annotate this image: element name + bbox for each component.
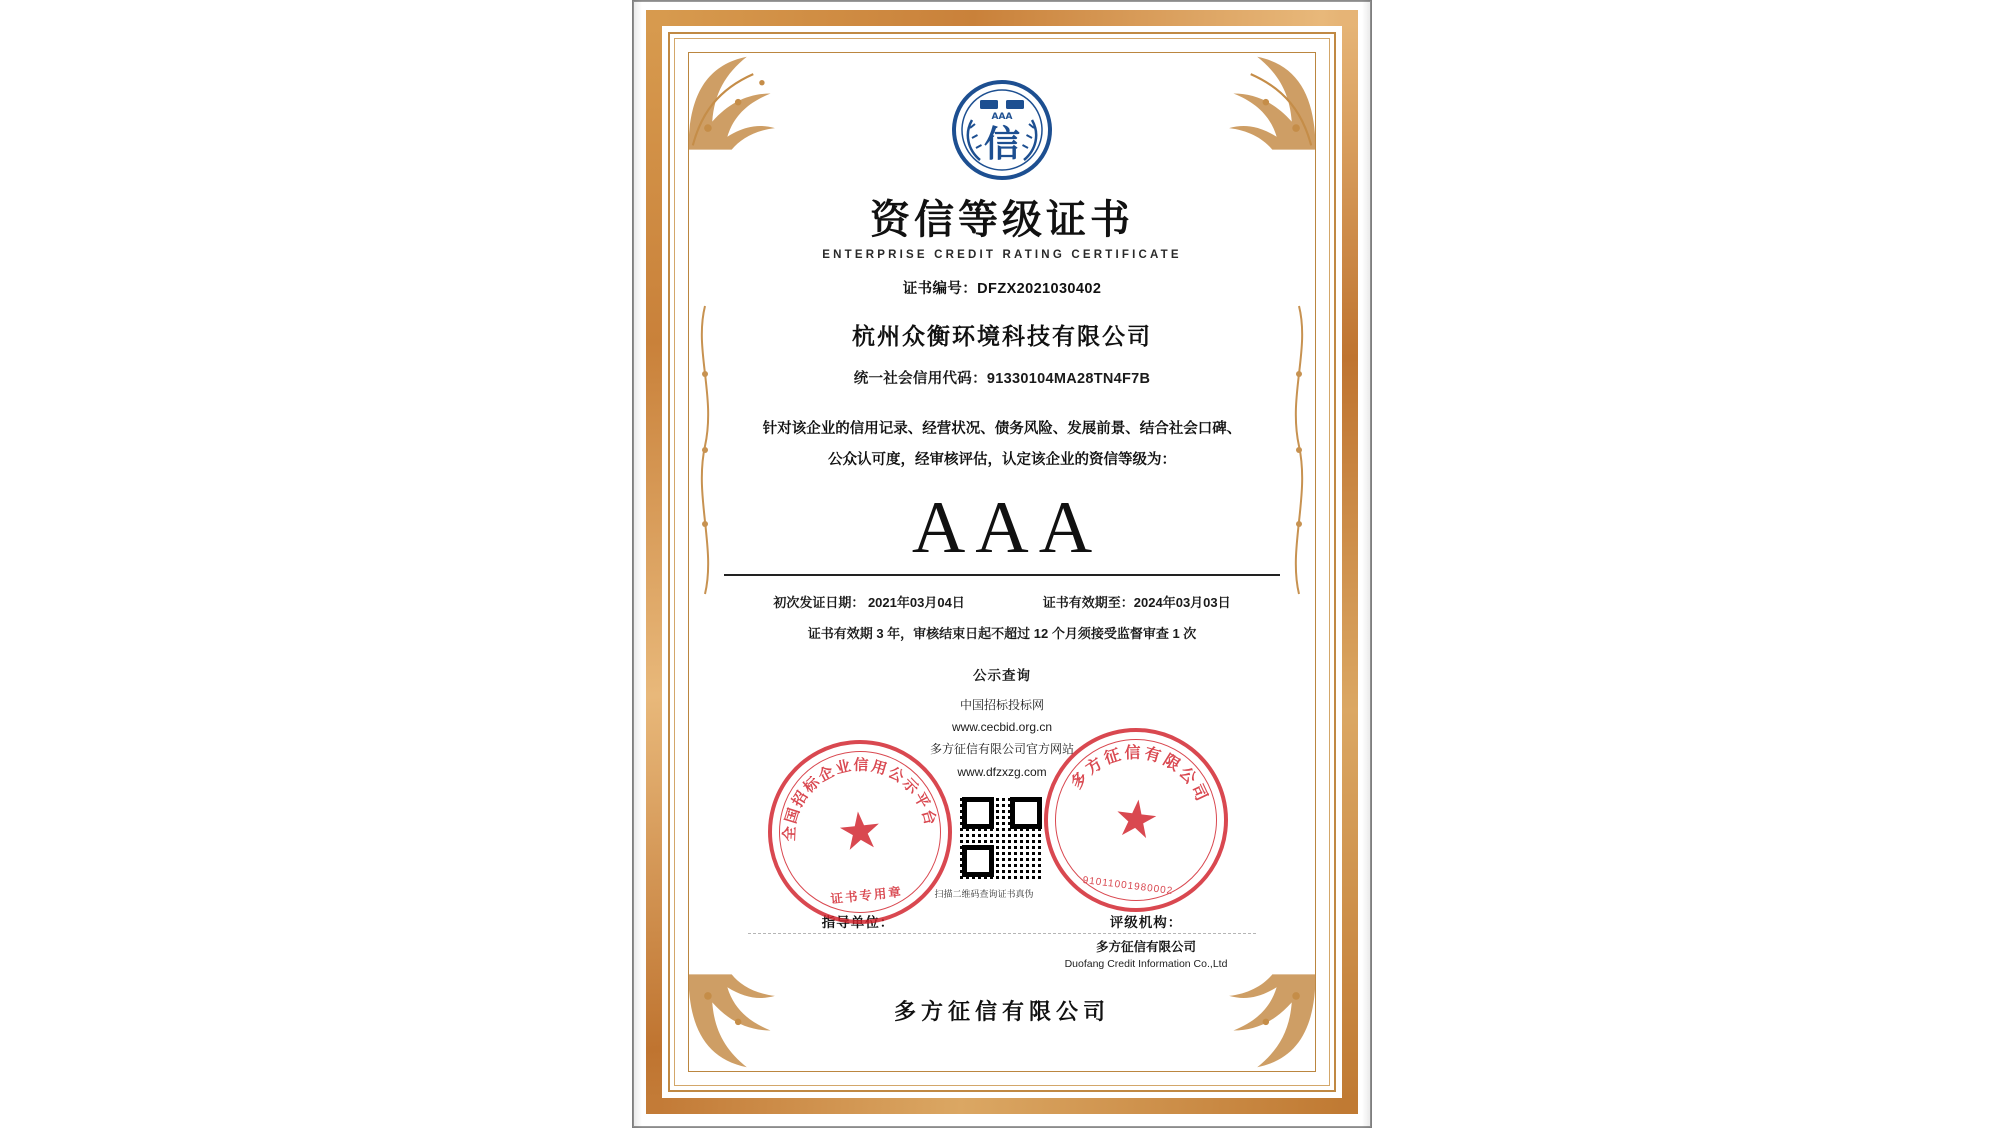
qr-code-area: [934, 793, 1046, 900]
svg-text:AAA: AAA: [991, 112, 1013, 122]
svg-text:信: 信: [983, 124, 1021, 165]
grade-divider: [724, 574, 1280, 576]
rating-grade: AAA: [911, 487, 1103, 570]
qr-note: 扫描二维码查询证书真伪: [934, 888, 1034, 899]
certificate-title-en: ENTERPRISE CREDIT RATING CERTIFICATE: [822, 249, 1182, 261]
expiry-date: 证书有效期至：2024年03月03日: [1042, 595, 1231, 611]
issuing-organization: 多方征信有限公司: [893, 1000, 1110, 1025]
guidance-unit-block: [748, 911, 968, 970]
side-ornament-icon: [690, 300, 720, 600]
qr-eye-icon: [962, 845, 994, 877]
certificate-body-text: [724, 414, 1280, 476]
body-line-2: 公众认可度，经审核评估，认定该企业的资信等级为：: [828, 452, 1176, 469]
page-edge-left: [632, 0, 642, 1128]
page-edge-right: [1362, 0, 1372, 1128]
seal-right-code: 91011001980002: [1082, 874, 1174, 898]
seal-left-arc-label: 全国招标企业信用公示平台: [780, 755, 940, 842]
side-ornament-icon: [1284, 300, 1314, 600]
publicity-heading: 公示查询: [973, 668, 1031, 684]
rating-agency-name-cn: 多方征信有限公司: [1095, 940, 1196, 954]
rating-agency-name-en: Duofang Credit Information Co.,Ltd: [1064, 958, 1228, 970]
publicity-url-1[interactable]: www.cecbid.org.cn: [951, 720, 1053, 735]
company-name: 杭州众衡环境科技有限公司: [852, 324, 1152, 350]
unified-social-credit-code: 统一社会信用代码：91330104MA28TN4F7B: [853, 371, 1151, 387]
seal-right-arc-label: 多方征信有限公司: [1066, 742, 1213, 807]
validity-note: 证书有效期 3 年，审核结束日起不超过 12 个月须接受监督审查 1 次: [807, 626, 1197, 642]
credit-emblem-icon: [950, 78, 1054, 182]
guidance-unit-label: 指导单位：: [821, 915, 895, 930]
certificate-document: [632, 0, 1372, 1128]
certificate-number: 证书编号：DFZX2021030402: [902, 281, 1102, 297]
rating-agency-label: 评级机构：: [1109, 915, 1183, 930]
certificate-content: [724, 66, 1280, 1062]
publicity-url-2[interactable]: www.dfzxzg.com: [957, 764, 1047, 779]
certificate-title-cn: 资信等级证书: [870, 197, 1134, 243]
qr-code-icon[interactable]: [958, 793, 1046, 881]
body-line-1: 针对该企业的信用记录、经营状况、债务风险、发展前景、结合社会口碑、: [762, 421, 1242, 437]
seal-star-icon: ★: [836, 805, 884, 858]
seal-left-bottom-label: 证书专用章: [829, 884, 904, 907]
seal-star-icon: ★: [1112, 793, 1160, 846]
rating-grade-block: [724, 487, 1280, 576]
publicity-lines: [724, 694, 1280, 783]
publicity-line-1: 中国招标投标网: [959, 698, 1044, 713]
publicity-line-2: 多方征信有限公司官方网站: [929, 742, 1074, 757]
rating-agency-block: [1036, 911, 1256, 970]
issue-date: 初次发证日期： 2021年03月04日: [773, 595, 965, 611]
certificate-dates: [724, 592, 1280, 611]
signature-row: [724, 911, 1280, 970]
